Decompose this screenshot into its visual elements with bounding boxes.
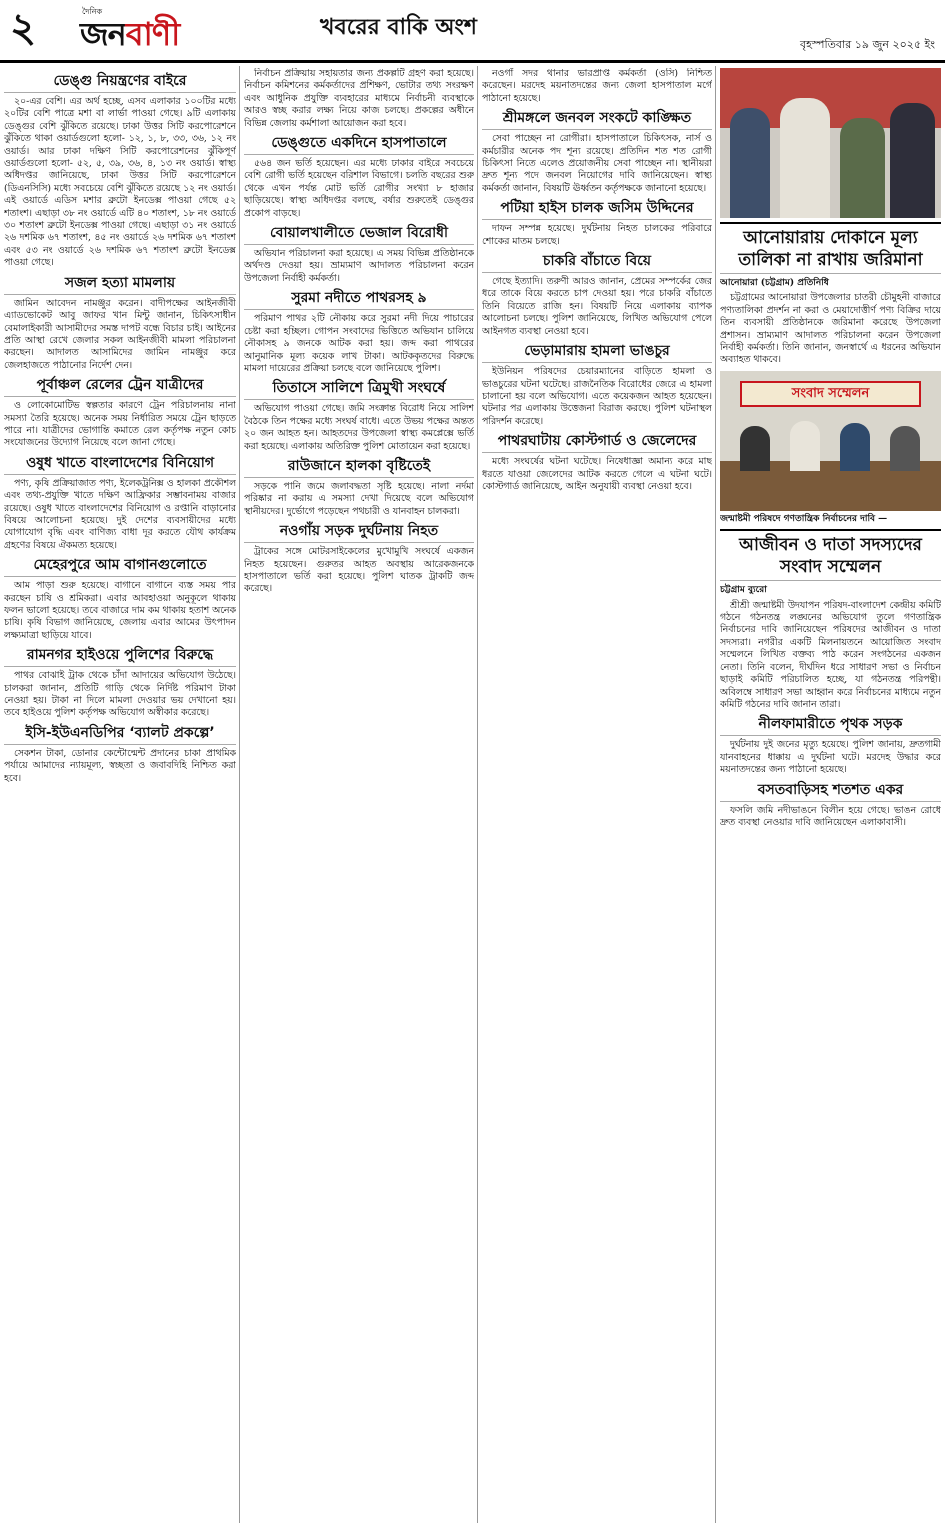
article-body: অভিযান পরিচালনা করা হয়েছে। এ সময় বিভিন্ন প্রতিষ্ঠানকে অর্থদণ্ড দেওয়া হয়। ভ্রাম্যমাণ আদালত পরিচালনা করেন উপজেলা নির্বাহী কর্মকর্তা। xyxy=(244,248,474,284)
article-headline[interactable]: মেহেরপুরে আম বাগানগুলোতে xyxy=(4,556,236,577)
article-headline[interactable]: রাউজানে হালকা বৃষ্টিতেই xyxy=(244,457,474,478)
photo-caption: জন্মাষ্টমী পরিষদে গণতান্ত্রিক নির্বাচনের দাবি — xyxy=(720,513,888,524)
news-photo-shop-raid[interactable] xyxy=(720,68,941,218)
article-headline[interactable]: বোয়ালখালীতে ভেজাল বিরোধী xyxy=(244,224,474,245)
article-body: আম পাড়া শুরু হয়েছে। বাগানে বাগানে ব্যস্ত সময় পার করছেন চাষি ও শ্রমিকরা। এবার আবহাওয়া অনুকূলে থাকায় ফলন ভালো হয়েছে। তবে বাজারে দাম কম থাকায় হতাশ অনেক চাষি। কৃষি বিভাগ জানিয়েছে, জেলায় এবার আমের উৎপাদন লক্ষ্যমাত্রা ছাড়িয়ে যাবে। xyxy=(4,580,236,641)
article-byline: আনোয়ারা (চট্টগ্রাম) প্রতিনিধি xyxy=(720,278,829,288)
article-body: ইউনিয়ন পরিষদের চেয়ারম্যানের বাড়িতে হামলা ও ভাঙচুরের ঘটনা ঘটেছে। রাজনৈতিক বিরোধের জেরে এ হামলা চালানো হয় বলে অভিযোগ। এতে কয়েকজন আহত হয়েছেন। ঘটনার পর এলাকায় উত্তেজনা বিরাজ করছে। পুলিশ ঘটনাস্থল পরিদর্শন করেছে। xyxy=(482,366,712,427)
section-title: খবরের বাকি অংশ xyxy=(320,15,477,40)
article-headline[interactable]: ডেঙ্গুতে একদিনে হাসপাতালে xyxy=(244,134,474,155)
issue-date: বৃহস্পতিবার ১৯ জুন ২০২৫ ইং xyxy=(799,38,935,51)
article-headline[interactable]: ওষুধ খাতে বাংলাদেশের বিনিয়োগ xyxy=(4,454,236,475)
article-body: শ্রীশ্রী জন্মাষ্টমী উদযাপন পরিষদ-বাংলাদেশ কেন্দ্রীয় কমিটি গঠনে গঠনতন্ত্র লঙ্ঘনের অভিযোগ তুলে গণতান্ত্রিক নির্বাচনের দাবি জানিয়েছেন পরিষদের আজীবন ও দাতা সদস্যরা। নগরীর একটি মিলনায়তনে আয়োজিত সংবাদ সম্মেলনে লিখিত বক্তব্য পাঠ করেন সংগঠনের একজন নেতা। তিনি বলেন, দীর্ঘদিন ধরে সাধারণ সভা ও নির্বাচন ছাড়াই কমিটি পরিচালিত হচ্ছে, যা গঠনতন্ত্র পরিপন্থী। অবিলম্বে সাধারণ সভা আহ্বান করে নির্বাচনের মাধ্যমে নতুন কমিটি গঠনের দাবি জানান তারা। xyxy=(720,599,941,710)
article-headline[interactable]: পটিয়া হাইস চালক জসিম উদ্দিনের xyxy=(482,199,712,220)
article-body: ফসলি জমি নদীভাঙনে বিলীন হয়ে গেছে। ভাঙন রোধে দ্রুত ব্যবস্থা নেওয়ার দাবি জানিয়েছেন এলাকাবাসী। xyxy=(720,804,941,828)
article-byline: চট্টগ্রাম ব্যুরো xyxy=(720,585,767,596)
column-1 xyxy=(4,68,236,1527)
article-body: জামিন আবেদন নামঞ্জুর করেন। বাদীপক্ষের আইনজীবী এ্যাডভোকেট আবু জাফর খান মিন্টু জানান, চিকিৎসাধীন বেমালাইকারী আসামীদের সমস্ত দাপট বন্ধে বিচার চাই। আইনের প্রতি আস্থা রেখে জেলার সকল আইনজীবী মামলা পরিচালনা করছেন। আদালত আসামিদের জামিন নামঞ্জুর করে জেলহাজতে পাঠানোর নির্দেশ দেন। xyxy=(4,297,236,371)
page-number: ২ xyxy=(10,4,37,51)
article-body: গেছে ইত্যাদি। তরুণী আরও জানান, প্রেমের সম্পর্কের জের ধরে তাকে বিয়ে করতে চাপ দেওয়া হয়। পরে চাকরি বাঁচাতে তিনি বিয়েতে রাজি হন। বিষয়টি নিয়ে এলাকায় ব্যাপক আলোচনা চলছে। পুলিশ জানিয়েছে, লিখিত অভিযোগ পেলে আইনগত ব্যবস্থা নেওয়া হবে। xyxy=(482,276,712,337)
article-headline[interactable]: ইসি-ইউএনডিপির ‘ব্যালট প্রকল্পে’ xyxy=(4,724,236,745)
article-body: ট্রাকের সঙ্গে মোটরসাইকেলের মুখোমুখি সংঘর্ষে একজন নিহত হয়েছেন। গুরুতর আহত অবস্থায় আরেকজনকে হাসপাতালে ভর্তি করা হয়েছে। পুলিশ ঘাতক ট্রাকটি জব্দ করেছে। xyxy=(244,546,474,595)
article-headline[interactable]: ভেড়ামারায় হামলা ভাঙচুর xyxy=(482,342,712,363)
column-4 xyxy=(720,68,941,1527)
article-headline[interactable]: ডেঙ্গু নিয়ন্ত্রণের বাইরে xyxy=(4,72,236,93)
article-headline[interactable]: বসতবাড়িসহ শতশত একর xyxy=(720,781,941,802)
column-2 xyxy=(244,68,474,1527)
article-headline[interactable]: আনোয়ারায় দোকানে মূল্য তালিকা না রাখায় জরিমানা xyxy=(720,222,941,274)
daily-label: দৈনিক xyxy=(82,7,103,16)
article-headline[interactable]: আজীবন ও দাতা সদস্যদের সংবাদ সম্মেলন xyxy=(720,529,941,581)
article-headline[interactable]: নীলফামারীতে পৃথক সড়ক xyxy=(720,715,941,736)
article-body: পাথর বোঝাই ট্রাক থেকে চাঁদা আদায়ের অভিযোগ উঠেছে। চালকরা জানান, প্রতিটি গাড়ি থেকে নির্দিষ্ট পরিমাণ টাকা নেওয়া হয়। টাকা না দিলে মামলা দেওয়ার ভয় দেখানো হয়। তবে হাইওয়ে পুলিশ কর্তৃপক্ষ অভিযোগ অস্বীকার করেছে। xyxy=(4,670,236,719)
article-body: পরিমাণ পাথর ২টি নৌকায় করে সুরমা নদী দিয়ে পাচারের চেষ্টা করা হচ্ছিল। গোপন সংবাদের ভিত্তিতে অভিযান চালিয়ে নৌকাসহ ৯ জনকে আটক করা হয়। জব্দ করা পাথরের আনুমানিক মূল্য কয়েক লাখ টাকা। আটককৃতদের বিরুদ্ধে মামলা দায়েরের প্রক্রিয়া চলছে বলে জানিয়েছে পুলিশ। xyxy=(244,313,474,374)
article-headline[interactable]: সুরমা নদীতে পাথরসহ ৯ xyxy=(244,289,474,310)
article-headline[interactable]: নওগাঁয় সড়ক দুর্ঘটনায় নিহত xyxy=(244,522,474,543)
article-headline[interactable]: পাথরঘাটায় কোস্টগার্ড ও জেলেদের xyxy=(482,432,712,453)
article-body: মধ্যে সংঘর্ষের ঘটনা ঘটেছে। নিষেধাজ্ঞা অমান্য করে মাছ ধরতে যাওয়া জেলেদের আটক করতে গেলে এ ঘটনা ঘটে। কোস্টগার্ড জানিয়েছে, আইন অনুযায়ী ব্যবস্থা নেওয়া হবে। xyxy=(482,456,712,492)
masthead xyxy=(0,0,945,60)
article-body: পণ্য, কৃষি প্রক্রিয়াজাত পণ্য, ইলেকট্রনিক্স ও হালকা প্রকৌশল এবং তথ্য-প্রযুক্তি খাতে দক্ষিণ আফ্রিকার সম্ভাবনাময় বাজার রয়েছে। ওষুধ খাতে বাংলাদেশের বিনিয়োগ ও রপ্তানি বাড়ানোর বিষয়ে আলোচনা হয়েছে। দুই দেশের ব্যবসায়ীদের মধ্যে যোগাযোগ বৃদ্ধি এবং বাণিজ্য বাধা দূর করতে যৌথ কার্যক্রম গ্রহণের বিষয়ে ঐকমত্য হয়েছে। xyxy=(4,477,236,551)
masthead-rule xyxy=(0,60,945,63)
article-headline[interactable]: রামনগর হাইওয়ে পুলিশের বিরুদ্ধে xyxy=(4,646,236,667)
news-photo-press-conference[interactable] xyxy=(720,371,941,511)
article-body: দাফন সম্পন্ন হয়েছে। দুর্ঘটনায় নিহত চালকের পরিবারে শোকের মাতম চলছে। xyxy=(482,223,712,247)
article-headline[interactable]: শ্রীমঙ্গলে জনবল সংকটে কাঙ্ক্ষিত xyxy=(482,109,712,130)
column-divider xyxy=(239,66,240,1523)
banner-text: সংবাদ সম্মেলন xyxy=(740,381,921,407)
article-headline[interactable]: সজল হত্যা মামলায় xyxy=(4,274,236,295)
logo-part-1: জন xyxy=(80,15,126,53)
article-body: ৫৬৪ জন ভর্তি হয়েছেন। এর মধ্যে ঢাকার বাইরে সবচেয়ে বেশি রোগী ভর্তি হয়েছেন বরিশাল বিভাগে। চলতি বছরের শুরু থেকে এখন পর্যন্ত মোট ভর্তি রোগীর সংখ্যা ৮ হাজার ছাড়িয়েছে। স্বাস্থ্য অধিদপ্তর বলছে, বর্ষার শুরুতেই ডেঙ্গুর প্রকোপ বাড়ছে। xyxy=(244,158,474,219)
article-body: সেবা পাচ্ছেন না রোগীরা। হাসপাতালে চিকিৎসক, নার্স ও কর্মচারীর অনেক পদ শূন্য রয়েছে। প্রতিদিন শত শত রোগী চিকিৎসা নিতে এলেও প্রয়োজনীয় সেবা পাচ্ছেন না। স্থানীয়রা দ্রুত শূন্য পদে জনবল নিয়োগের দাবি জানিয়েছেন। স্বাস্থ্য কর্মকর্তা জানান, বিষয়টি ঊর্ধ্বতন কর্তৃপক্ষকে জানানো হয়েছে। xyxy=(482,133,712,194)
article-body: চট্টগ্রামের আনোয়ারা উপজেলার চাতরী চৌমুহনী বাজারে পণ্যতালিকা প্রদর্শন না করা ও মেয়াদোত্তীর্ণ পণ্য বিক্রির দায়ে তিন ব্যবসায়ী প্রতিষ্ঠানকে জরিমানা করেছে উপজেলা প্রশাসন। ভ্রাম্যমাণ আদালত পরিচালনা করেন উপজেলা নির্বাহী কর্মকর্তা। তিনি জানান, জনস্বার্থে এ ধরনের অভিযান অব্যাহত থাকবে। xyxy=(720,292,941,366)
article-headline[interactable]: পূর্বাঞ্চল রেলের ট্রেন যাত্রীদের xyxy=(4,376,236,397)
column-divider xyxy=(477,66,478,1523)
article-body: সেকশন টাকা, ডোনার কেন্টোন্মেন্ট প্রদানের চাকা প্রাথমিক পর্যায়ে আমাদের ন্যায়মূল্য, স্বচ্ছতা ও জবাবদিহি নিশ্চিত করা হবে। xyxy=(4,747,236,784)
article-headline[interactable]: চাকরি বাঁচাতে বিয়ে xyxy=(482,252,712,273)
article-body: দুর্ঘটনায় দুই জনের মৃত্যু হয়েছে। পুলিশ জানায়, দ্রুতগামী যানবাহনের ধাক্কায় এ দুর্ঘটনা ঘটে। মরদেহ উদ্ধার করে ময়নাতদন্তের জন্য পাঠানো হয়েছে। xyxy=(720,739,941,776)
article-headline[interactable]: তিতাসে সালিশে ত্রিমুখী সংঘর্ষে xyxy=(244,379,474,400)
article-body: ২০-এর বেশি। এর অর্থ হচ্ছে, এসব এলাকার ১০০টির মধ্যে ২০টির বেশি পাত্রে মশা বা লার্ভা পাওয়া গেছে। ৯টি এলাকায় ডেঙ্গুর বেশি ঝুঁকিতে রয়েছে। ঢাকা উত্তর সিটি করপোরেশনে ঝুঁকিতে থাকা ওয়ার্ডগুলো হলো- ১২, ১, ৮, ৩৩, ৩৬, ১২ নং ওয়ার্ড। আর ঢাকা দক্ষিণ সিটি করপোরেশনের ঝুঁকিপূর্ণ ওয়ার্ডগুলো হলো- ৫২, ৫, ৩৯, ৩৬, ৪, ১৩ নং ওয়ার্ড। স্বাস্থ্য অধিদপ্তর জানিয়েছে, ঢাকা উত্তর সিটি করপোরেশনে (ডিএনসিসি) মধ্যে সবচেয়ে বেশি ঝুঁকিতে রয়েছে ১২ নং ওয়ার্ড। এই ওয়ার্ডে এডিস মশার ব্রুটো ইনডেক্স পাওয়া গেছে ৫২ শতাংশ। এছাড়া ৩৮ নং ওয়ার্ডে এটি ৪০ শতাংশ, ১৮ নং ওয়ার্ডে ৩০ শতাংশ ব্রুটো ইনডেক্স পাওয়া গেছে। এছাড়া ৩১ নং ওয়ার্ডে ২৬ দশমিক ৬৭ শতাংশ, ৪৫ নং ওয়ার্ডে ২৬ দশমিক ৬৭ শতাংশ এবং ৫৩ নং ওয়ার্ডে ২৬ দশমিক ৬৭ শতাংশ ব্রুটো ইনডেক্স পাওয়া গেছে। xyxy=(4,96,236,269)
article-body: সড়কে পানি জমে জলাবদ্ধতা সৃষ্টি হয়েছে। নালা নর্দমা পরিষ্কার না করায় এ সমস্যা দেখা দিয়েছে বলে অভিযোগ স্থানীয়দের। দুর্ভোগে পড়েছেন পথচারী ও যানবাহন চালকরা। xyxy=(244,480,474,517)
article-body: নওগাঁ সদর থানার ভারপ্রাপ্ত কর্মকর্তা (ওসি) নিশ্চিত করেছেন। মরদেহ ময়নাতদন্তের জন্য জেলা হাসপাতাল মর্গে পাঠানো হয়েছে। xyxy=(482,68,712,104)
article-body: নির্বাচন প্রক্রিয়ায় সহায়তার জন্য প্রকল্পটি গ্রহণ করা হয়েছে। নির্বাচন কমিশনের কর্মকর্তাদের প্রশিক্ষণ, ভোটার তথ্য সংরক্ষণ এবং আধুনিক প্রযুক্তি ব্যবহারের মাধ্যমে নির্বাচনী ব্যবস্থাকে আরও স্বচ্ছ করার লক্ষ্য নিয়ে কাজ চলছে। প্রকল্পের অধীনে বিভিন্ন জেলায় কর্মশালা আয়োজন করা হবে। xyxy=(244,68,474,129)
newspaper-logo[interactable] xyxy=(80,14,179,54)
column-3 xyxy=(482,68,712,1527)
logo-part-2: বাণী xyxy=(125,15,180,53)
article-body: অভিযোগ পাওয়া গেছে। জমি সংক্রান্ত বিরোধ নিয়ে সালিশ বৈঠকে তিন পক্ষের মধ্যে সংঘর্ষ বাধে। এতে উভয় পক্ষের অন্তত ২০ জন আহত হন। আহতদের উপজেলা স্বাস্থ্য কমপ্লেক্সে ভর্তি করা হয়েছে। এলাকায় অতিরিক্ত পুলিশ মোতায়েন করা হয়েছে। xyxy=(244,403,474,452)
column-divider xyxy=(715,66,716,1523)
article-body: ও লোকোমোটিভ স্বল্পতার কারণে ট্রেন পরিচালনায় নানা সমস্যা তৈরি হয়েছে। অনেক সময় নির্ধারিত সময়ে ট্রেন ছাড়তে পারে না। যাত্রীদের ভোগান্তি কমাতে রেল কর্তৃপক্ষ নতুন কোচ সংযোজনের উদ্যোগ নিয়েছে বলে জানা গেছে। xyxy=(4,400,236,449)
